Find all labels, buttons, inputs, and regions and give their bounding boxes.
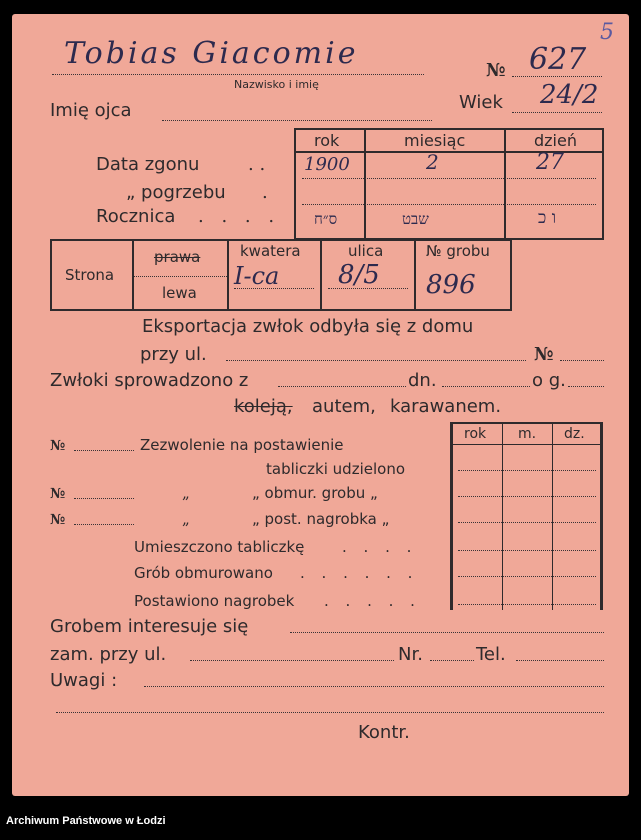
- side-left: lewa: [162, 284, 197, 302]
- notes-line-1: [144, 686, 604, 687]
- father-label: Imię ojca: [50, 100, 132, 121]
- grid-row-6: [458, 604, 596, 605]
- index-card: [12, 14, 629, 796]
- permit-2-number: №: [50, 486, 66, 502]
- control-label: Kontr.: [358, 722, 410, 743]
- permit-2-line: [74, 498, 134, 499]
- permit-3-ditto: „: [182, 510, 190, 528]
- loc-divider-4: [414, 239, 416, 311]
- death-year: 1900: [304, 154, 350, 175]
- grid-col-rok: rok: [464, 426, 487, 442]
- address-line: [190, 660, 394, 661]
- status-plaque-dots: . . . .: [342, 538, 418, 556]
- dates-col-divider-1: [364, 128, 366, 240]
- export-number-label: №: [534, 344, 554, 365]
- anniversary-year: ס״ח: [314, 210, 338, 228]
- card-number: 627: [529, 42, 587, 77]
- mode-rail: koleją,: [234, 396, 293, 417]
- grid-top-border: [450, 422, 603, 424]
- permit-2-ditto: „: [182, 484, 190, 502]
- grid-row-5: [458, 576, 596, 577]
- death-day: 27: [536, 150, 564, 175]
- death-month: 2: [426, 150, 439, 174]
- dates-col-rok: rok: [314, 131, 340, 150]
- side-right: prawa: [154, 248, 201, 266]
- export-street-line: [226, 360, 526, 361]
- brought-hour-label: o g.: [532, 370, 566, 391]
- loc-divider-3: [320, 239, 322, 311]
- interest-line: [290, 632, 604, 633]
- address-label: zam. przy ul.: [50, 644, 167, 665]
- number-line: [512, 76, 602, 77]
- dates-col-divider-2: [504, 128, 506, 240]
- archive-caption: Archiwum Państwowe w Łodzi: [6, 815, 166, 827]
- father-line: [162, 120, 432, 121]
- dates-col-dzien: dzień: [534, 131, 577, 150]
- address-nr-line: [430, 660, 474, 661]
- permit-1-text: Zezwolenie na postawienie: [140, 436, 344, 454]
- ulica-line: [328, 288, 408, 289]
- dates-col-miesiac: miesiąc: [404, 131, 466, 150]
- brought-hour-line: [568, 386, 604, 387]
- grid-col-dz: dz.: [564, 426, 585, 442]
- corner-mark: 5: [600, 20, 614, 45]
- anniversary-label: Rocznica: [96, 206, 176, 227]
- death-date-label: Data zgonu: [96, 154, 200, 175]
- side-label: Strona: [65, 266, 115, 284]
- grid-row-2: [458, 496, 596, 497]
- brought-date-line: [442, 386, 530, 387]
- grid-row-3: [458, 522, 596, 523]
- interest-label: Grobem interesuje się: [50, 616, 249, 637]
- age-label: Wiek: [459, 92, 503, 113]
- grid-col-m: m.: [518, 426, 537, 442]
- permit-1-line: [74, 450, 134, 451]
- grid-right-border: [600, 422, 603, 610]
- name-line: [52, 74, 424, 75]
- status-walled: Grób obmurowano: [134, 564, 273, 582]
- grid-header-rule: [452, 444, 602, 445]
- permit-3-line: [74, 524, 134, 525]
- status-walled-dots: . . . . . .: [300, 564, 419, 582]
- age-line: [512, 112, 602, 113]
- grid-row-1: [458, 470, 596, 471]
- brought-date-label: dn.: [408, 370, 437, 391]
- grave-no-value: 896: [426, 270, 476, 300]
- permit-1-text-b: tabliczki udzielono: [266, 460, 405, 478]
- permit-3-text: „ post. nagrobka „: [252, 510, 390, 528]
- grid-col-1: [502, 422, 503, 610]
- brought-label: Zwłoki sprowadzono z: [50, 370, 249, 391]
- export-street-label: przy ul.: [140, 344, 207, 365]
- grid-col-2: [552, 422, 553, 610]
- brought-from-line: [278, 386, 406, 387]
- status-tombstone-dots: . . . . .: [324, 592, 421, 610]
- loc-divider-2: [227, 239, 229, 311]
- kwatera-value: I-ca: [234, 262, 280, 290]
- ulica-value: 8/5: [338, 260, 380, 290]
- grid-row-4: [458, 550, 596, 551]
- phone-label: Tel.: [476, 644, 506, 665]
- ulica-label: ulica: [348, 242, 384, 260]
- export-number-line: [560, 360, 604, 361]
- mode-car: autem,: [312, 396, 376, 417]
- age-value: 24/2: [540, 80, 599, 110]
- anniversary-day: ו כ: [538, 208, 557, 228]
- grid-left-border: [450, 422, 453, 610]
- status-tombstone: Postawiono nagrobek: [134, 592, 295, 610]
- number-label: №: [486, 60, 506, 81]
- name-label: Nazwisko i imię: [234, 78, 319, 91]
- notes-line-2: [56, 712, 604, 713]
- loc-side-rule: [134, 276, 227, 277]
- kwatera-label: kwatera: [240, 242, 301, 260]
- status-plaque: Umieszczono tabliczkę: [134, 538, 305, 556]
- phone-line: [516, 660, 604, 661]
- permit-3-number: №: [50, 512, 66, 528]
- permit-2-text: „ obmur. grobu „: [252, 484, 378, 502]
- burial-date-label: „ pogrzebu: [126, 182, 226, 203]
- notes-label: Uwagi :: [50, 670, 118, 691]
- export-line: Eksportacja zwłok odbyła się z domu: [142, 316, 474, 337]
- address-nr-label: Nr.: [398, 644, 423, 665]
- loc-divider-1: [132, 239, 134, 311]
- dates-row-line-1: [302, 178, 596, 179]
- grave-no-label: № grobu: [426, 242, 490, 260]
- death-dots: . .: [248, 154, 266, 175]
- permit-1-number: №: [50, 438, 66, 454]
- name-handwritten: Tobias Giacomie: [64, 36, 359, 71]
- kwatera-line: [234, 288, 314, 289]
- burial-dots: .: [262, 182, 268, 203]
- mode-hearse: karawanem.: [390, 396, 502, 417]
- anniversary-dots: . . . .: [198, 206, 281, 227]
- dates-row-line-2: [302, 204, 596, 205]
- anniversary-month: שבט: [402, 210, 429, 228]
